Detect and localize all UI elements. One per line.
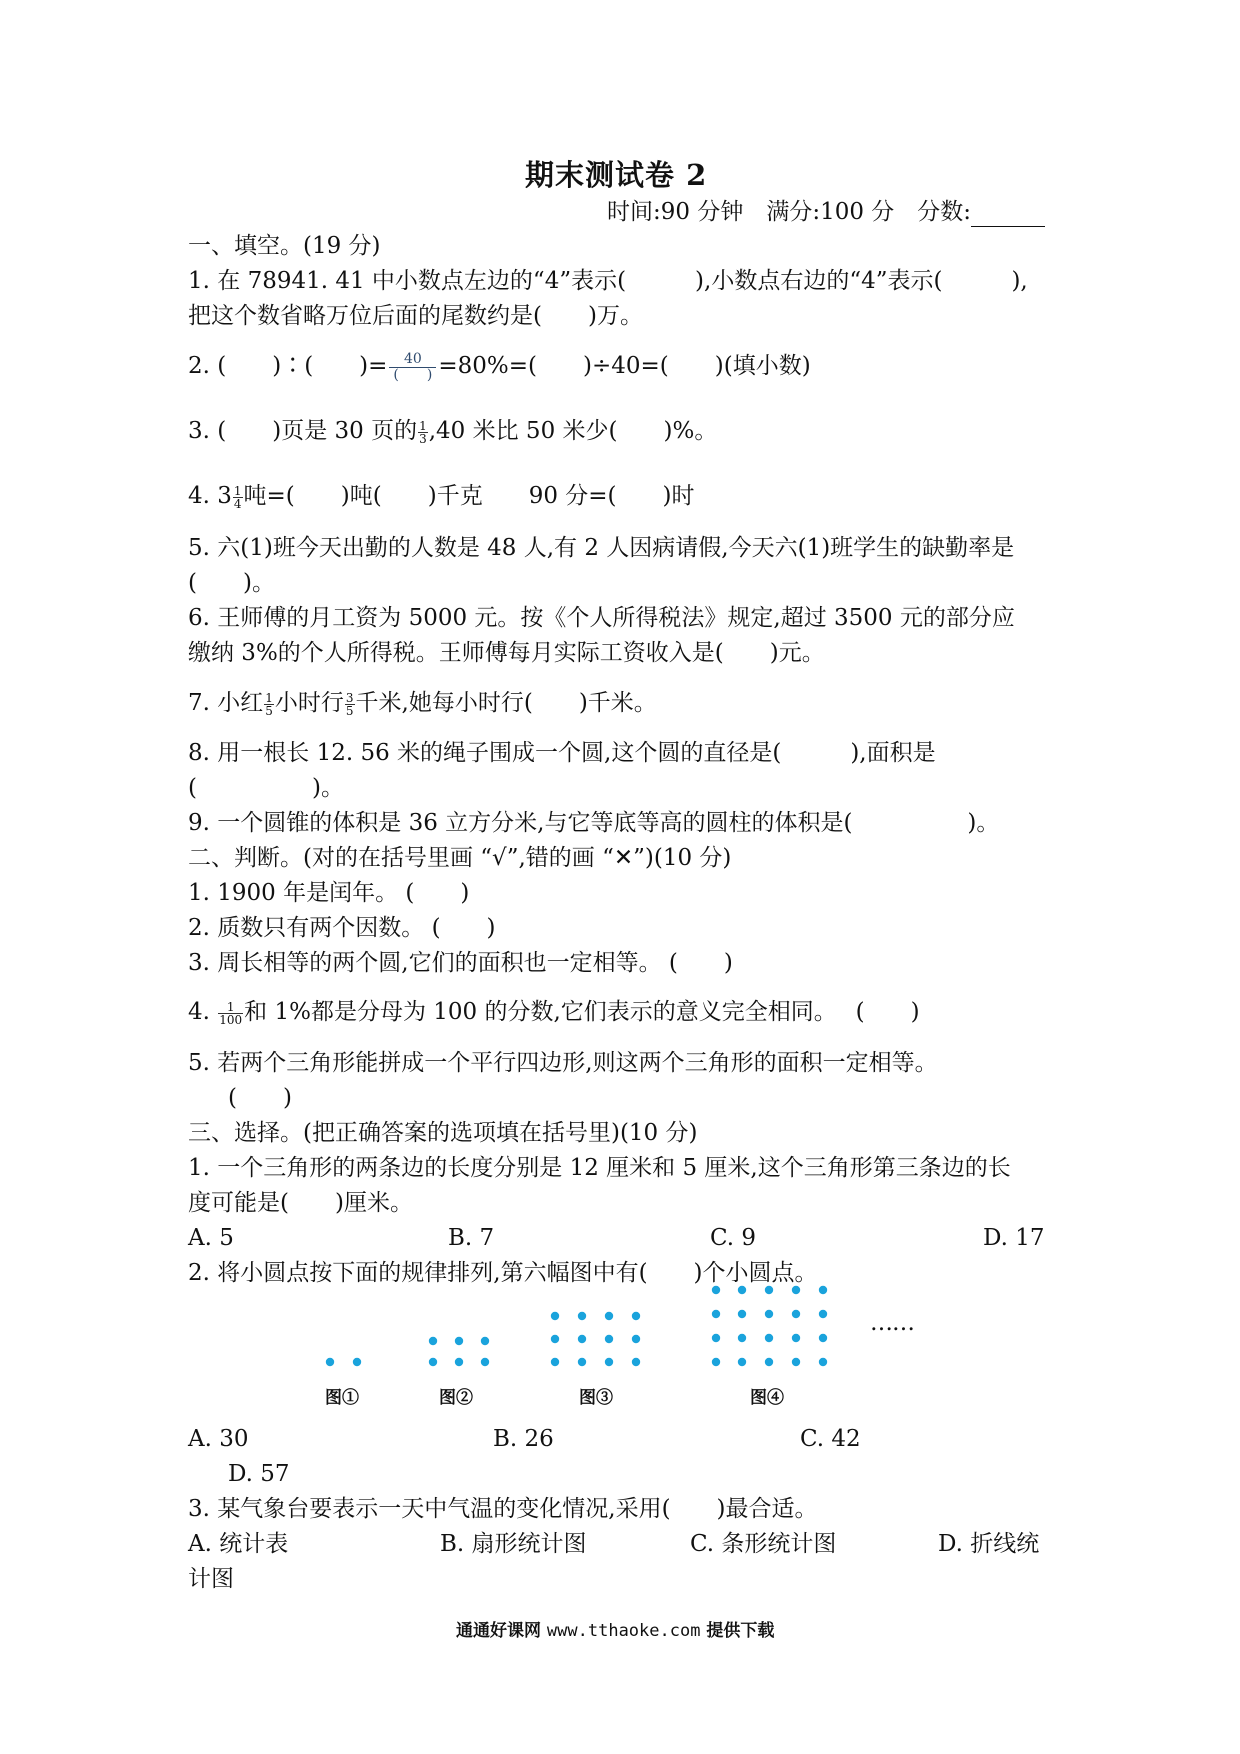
section-choice-heading: 三、选择。(把正确答案的选项填在括号里)(10 分) (188, 1120, 698, 1146)
figure-2-caption: 图② (439, 1388, 473, 1408)
choice-q2: 2. 将小圆点按下面的规律排列,第六幅图中有( )个小圆点。 (188, 1260, 818, 1286)
fraction-numerator: 1 (265, 690, 273, 705)
choice-q2-option-c: C. 42 (800, 1426, 861, 1452)
fraction-denominator: 5 (345, 703, 354, 718)
choice-q1-line1: 1. 一个三角形的两条边的长度分别是 12 厘米和 5 厘米,这个三角形第三条边的长 (188, 1155, 1011, 1181)
section-fill-heading: 一、填空。(19 分) (188, 233, 381, 259)
choice-q1-option-d: D. 17 (983, 1225, 1045, 1251)
choice-q3-option-c: C. 条形统计图 (690, 1531, 837, 1557)
choice-q3-option-d: D. 折线统 (938, 1531, 1040, 1557)
judge-q5-line2: ( ) (228, 1085, 292, 1111)
fraction-numerator: 1 (233, 483, 242, 498)
fill-q5-line2: ( )。 (188, 570, 275, 596)
fill-q1-line2: 把这个数省略万位后面的尾数约是( )万。 (188, 303, 643, 329)
exam-info-text: 时间:90 分钟 满分:100 分 分数: (607, 199, 972, 225)
fill-q8-line2: ( )。 (188, 775, 344, 801)
fill-q8-line1: 8. 用一根长 12. 56 米的绳子围成一个圆,这个圆的直径是( ),面积是 (188, 740, 936, 766)
choice-q3: 3. 某气象台要表示一天中气温的变化情况,采用( )最合适。 (188, 1496, 818, 1522)
judge-q5-line1: 5. 若两个三角形能拼成一个平行四边形,则这两个三角形的面积一定相等。 (188, 1050, 938, 1076)
fill-q7-c: 千米,她每小时行( )千米。 (355, 690, 657, 716)
choice-q3-option-d-continued: 计图 (188, 1566, 234, 1592)
fraction-denominator: 4 (233, 496, 242, 511)
dot-pattern-ellipsis: …… (870, 1310, 914, 1336)
page-title: 期末测试卷 2 (525, 158, 708, 192)
figure-2-dots (429, 1337, 489, 1366)
fill-q2-a: 2. ( )∶( )= (188, 353, 388, 379)
judge-q4-b: 和 1%都是分母为 100 的分数,它们表示的意义完全相同。 ( ) (244, 999, 920, 1025)
fill-q6-line2: 缴纳 3%的个人所得税。王师傅每月实际工资收入是( )元。 (188, 640, 825, 666)
fill-q2-b: =80%=( )÷40=( )(填小数) (438, 353, 811, 379)
choice-q2-option-d: D. 57 (228, 1461, 290, 1487)
fill-q7-b: 小时行 (274, 690, 344, 716)
fill-q4-b: 吨=( )吨( )千克 90 分=( )时 (243, 483, 695, 509)
fraction-numerator: 1 (218, 1001, 243, 1014)
fill-q7-a: 7. 小红 (188, 690, 264, 716)
fill-q3-a: 3. ( )页是 30 页的 (188, 418, 418, 444)
fill-q4-a: 4. 3 (188, 483, 232, 509)
section-judge-heading: 二、判断。(对的在括号里画 “√”,错的画 “✕”)(10 分) (188, 845, 732, 871)
judge-q2: 2. 质数只有两个因数。 ( ) (188, 915, 496, 941)
choice-q1-option-b: B. 7 (448, 1225, 495, 1251)
fill-q5-line1: 5. 六(1)班今天出勤的人数是 48 人,有 2 人因病请假,今天六(1)班学生的缺勤率是 (188, 535, 1015, 561)
footer-download-text: 提供下载 (706, 1621, 775, 1641)
figure-1-dots (326, 1358, 361, 1366)
figure-4-caption: 图④ (750, 1388, 784, 1408)
fraction-denominator: ( ) (393, 366, 433, 383)
fill-q9: 9. 一个圆锥的体积是 36 立方分米,与它等底等高的圆柱的体积是( )。 (188, 810, 1000, 836)
fraction-denominator: 5 (265, 703, 273, 718)
choice-q1-option-c: C. 9 (710, 1225, 757, 1251)
judge-q4-a: 4. (188, 999, 218, 1025)
choice-q2-option-a: A. 30 (188, 1426, 249, 1452)
choice-q2-option-b: B. 26 (493, 1426, 554, 1452)
judge-q1: 1. 1900 年是闰年。 ( ) (188, 880, 470, 906)
figure-3-caption: 图③ (579, 1388, 613, 1408)
footer (456, 1616, 774, 1641)
fraction-denominator: 100 (219, 1012, 243, 1027)
fraction-numerator: 40 (389, 352, 436, 368)
figure-4-dots (712, 1286, 827, 1366)
footer-site-name: 通通好课网 (456, 1621, 541, 1641)
judge-q3: 3. 周长相等的两个圆,它们的面积也一定相等。 ( ) (188, 950, 733, 976)
choice-q1-line2: 度可能是( )厘米。 (188, 1190, 413, 1216)
fill-q3-b: ,40 米比 50 米少( )%。 (428, 418, 718, 444)
fraction-numerator: 3 (345, 690, 354, 705)
fraction-denominator: 3 (419, 431, 427, 446)
choice-q1-option-a: A. 5 (188, 1225, 234, 1251)
fraction-numerator: 1 (419, 418, 427, 433)
choice-q3-option-a: A. 统计表 (188, 1531, 289, 1557)
footer-url[interactable]: www.tthaoke.com (546, 1621, 701, 1641)
choice-q3-option-b: B. 扇形统计图 (440, 1531, 587, 1557)
figure-1-caption: 图① (325, 1388, 359, 1408)
figure-3-dots (551, 1312, 640, 1366)
fill-q1-line1: 1. 在 78941. 41 中小数点左边的“4”表示( ),小数点右边的“4”表示( ), (188, 268, 1028, 294)
fill-q6-line1: 6. 王师傅的月工资为 5000 元。按《个人所得税法》规定,超过 3500 元的部分应 (188, 605, 1015, 631)
